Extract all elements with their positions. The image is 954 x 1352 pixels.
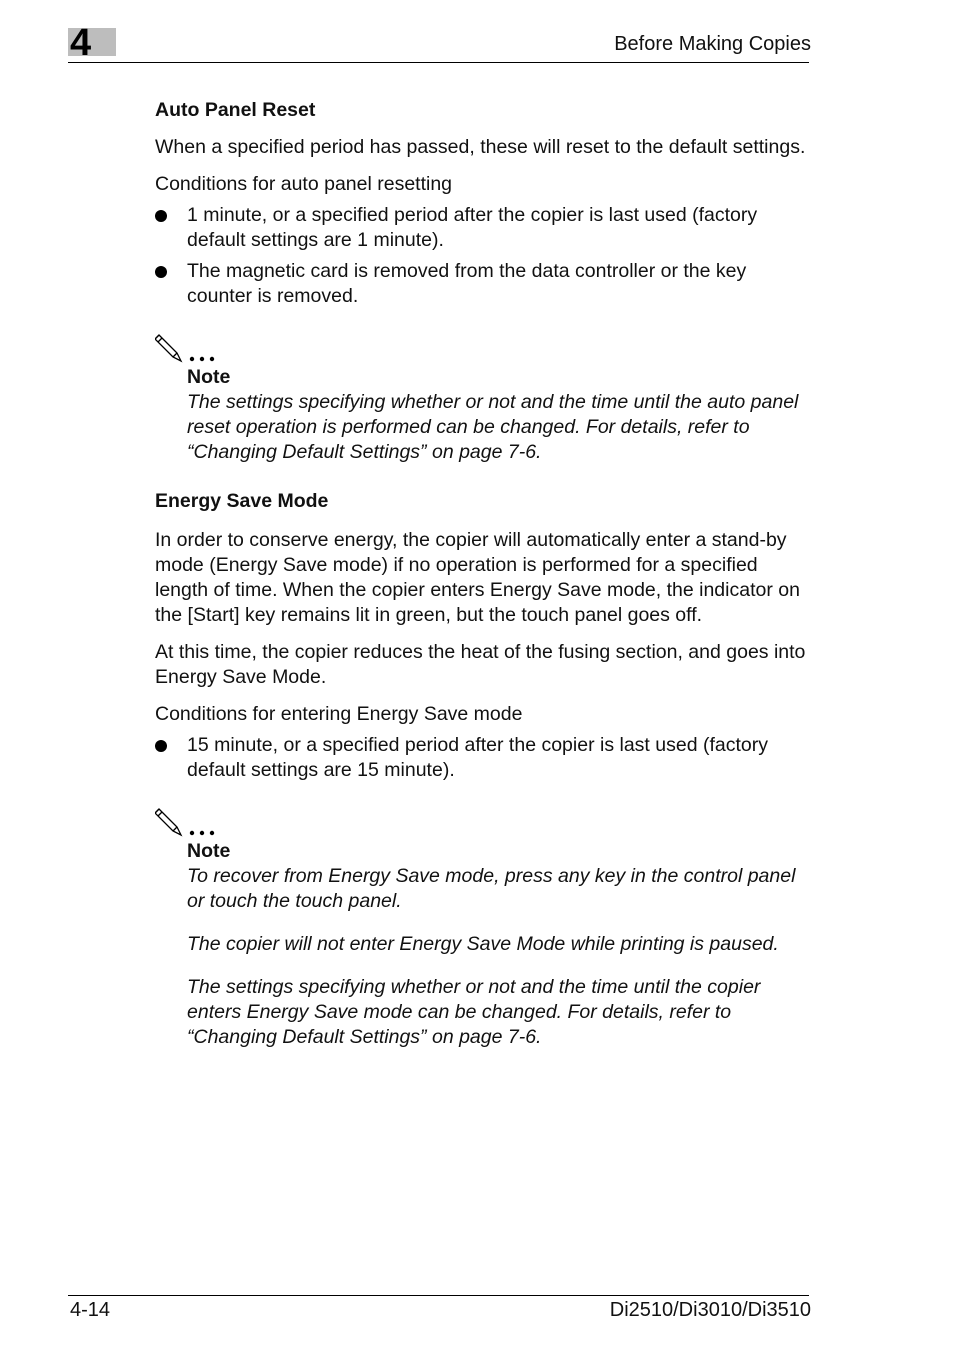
energy-save-conditions-list — [155, 733, 815, 783]
auto-panel-reset-intro: When a specified period has passed, these will reset to the default settings. — [155, 136, 806, 158]
note-text: The settings specifying whether or not and the time until the auto panel reset operation is performed can be changed. For details, refer to “Changing Default Settings” on page 7-6. — [187, 391, 799, 463]
auto-panel-reset-heading: Auto Panel Reset — [155, 99, 316, 121]
bullet-icon — [155, 740, 167, 752]
footer-rule — [68, 1295, 809, 1296]
energy-save-para1: In order to conserve energy, the copier will automatically enter a stand-by mode (Energy Save mode) if no operation is performed for a specified length of time. When the copier enters Energy Save mode, the indicator on the [Start] key remains lit in green, but the touch panel goes off. — [155, 529, 800, 626]
section-title: Before Making Copies — [614, 33, 811, 55]
note-label: Note — [187, 366, 231, 388]
note-label: Note — [187, 840, 231, 862]
energy-save-conditions-label: Conditions for entering Energy Save mode — [155, 703, 523, 725]
note-text: To recover from Energy Save mode, press any key in the control panel or touch the touch panel. — [187, 865, 796, 912]
list-item: 1 minute, or a specified period after the copier is last used (factory default settings are 1 minute). — [155, 203, 815, 253]
pencil-note-icon — [155, 329, 815, 365]
chapter-number: 4 — [70, 22, 92, 64]
header-rule — [68, 62, 809, 63]
note-text: The settings specifying whether or not and the time until the copier enters Energy Save mode can be changed. For details, refer to “Changing Default Settings” on page 7-6. — [187, 976, 761, 1048]
bullet-icon — [155, 266, 167, 278]
note-text: The copier will not enter Energy Save Mode while printing is paused. — [187, 933, 779, 955]
energy-save-para2: At this time, the copier reduces the heat of the fusing section, and goes into Energy Save Mode. — [155, 641, 806, 688]
energy-save-note — [155, 803, 815, 1050]
list-item: The magnetic card is removed from the data controller or the key counter is removed. — [155, 259, 815, 309]
auto-panel-conditions-list — [155, 203, 815, 309]
energy-save-heading: Energy Save Mode — [155, 490, 329, 512]
bullet-icon — [155, 210, 167, 222]
page-content — [155, 98, 815, 1050]
model-name: Di2510/Di3010/Di3510 — [609, 1299, 811, 1321]
pencil-note-icon — [155, 803, 815, 839]
list-item: 15 minute, or a specified period after the copier is last used (factory default settings are 15 minute). — [155, 733, 815, 783]
auto-panel-note — [155, 329, 815, 465]
page-number: 4-14 — [70, 1299, 111, 1321]
auto-panel-conditions-label: Conditions for auto panel resetting — [155, 173, 453, 195]
